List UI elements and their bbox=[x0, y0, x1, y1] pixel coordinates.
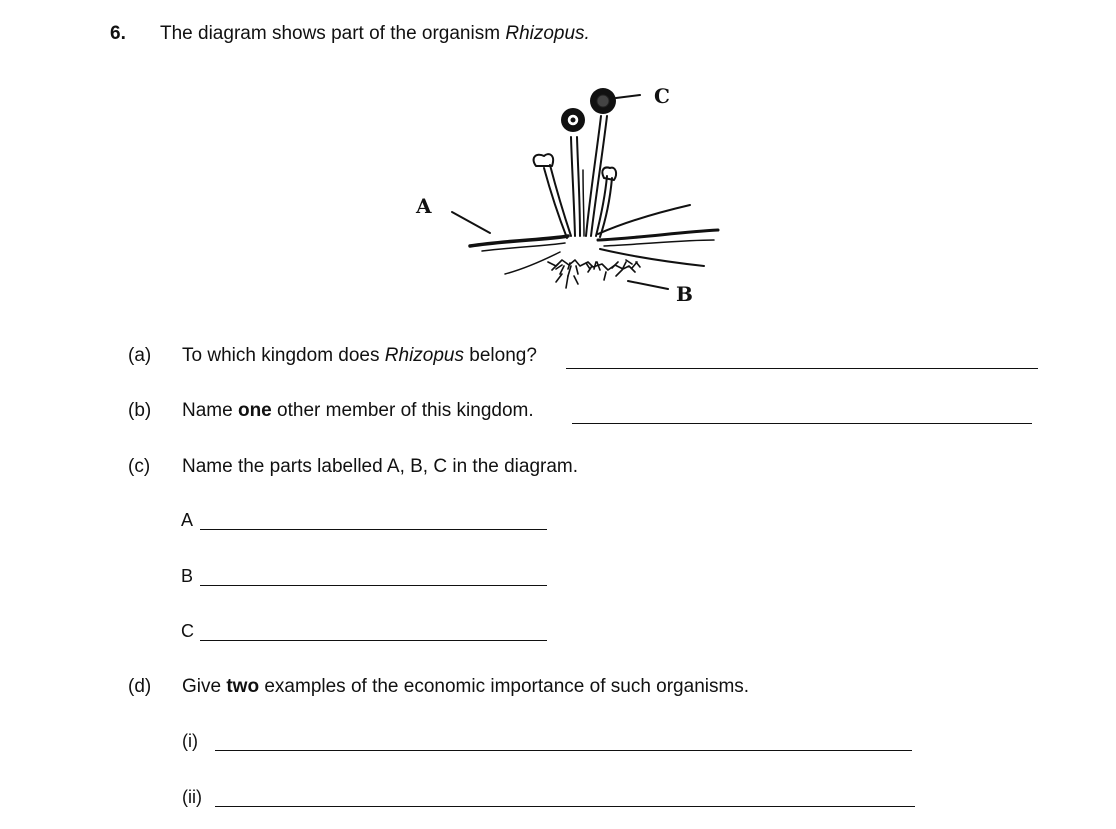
rhizoids bbox=[548, 260, 640, 288]
pointer-b bbox=[628, 281, 668, 289]
part-d-question bbox=[182, 676, 749, 698]
part-c-label-b: B bbox=[181, 566, 194, 586]
part-b-question bbox=[182, 400, 534, 422]
diagram-label-c: C bbox=[654, 84, 670, 108]
part-a-marker: (a) bbox=[128, 345, 152, 366]
pointer-c bbox=[616, 95, 640, 98]
part-c-question: Name the parts labelled A, B, C in the diagram. bbox=[182, 456, 579, 477]
part-b-text: Name bbox=[182, 400, 238, 421]
hypha-upper-right bbox=[598, 205, 690, 234]
organism-name: Rhizopus. bbox=[505, 23, 590, 44]
sporangiophore-1b bbox=[577, 137, 580, 236]
question-number: 6. bbox=[110, 23, 126, 44]
part-c-label-c: C bbox=[181, 621, 194, 641]
stolon-right bbox=[598, 230, 718, 240]
part-c-answer-line-c[interactable] bbox=[200, 640, 547, 641]
pointer-a bbox=[452, 212, 490, 233]
part-d-text: Give bbox=[182, 676, 227, 697]
part-c-marker: (c) bbox=[128, 456, 151, 477]
part-a-organism: Rhizopus bbox=[384, 345, 464, 366]
part-b-marker: (b) bbox=[128, 400, 152, 421]
part-d-marker: (d) bbox=[128, 676, 152, 697]
young-stalk-mid bbox=[583, 170, 584, 236]
part-a-text: To which kingdom does bbox=[182, 345, 385, 366]
part-d-label-ii: (ii) bbox=[182, 787, 202, 807]
part-b-emphasis: one bbox=[237, 400, 272, 421]
diagram-label-a: A bbox=[416, 194, 432, 218]
part-a-answer-line[interactable] bbox=[566, 368, 1038, 369]
part-d-text-end: examples of the economic importance of such organisms. bbox=[259, 676, 750, 697]
young-stalk-left bbox=[544, 168, 567, 238]
young-bud-right bbox=[602, 167, 616, 180]
part-c-label-a: A bbox=[181, 510, 194, 530]
part-b-answer-line[interactable] bbox=[572, 423, 1032, 424]
part-c-answer-line-b[interactable] bbox=[200, 585, 547, 586]
part-b-text-end: other member of this kingdom. bbox=[271, 400, 534, 421]
part-d-emphasis: two bbox=[226, 676, 260, 697]
sporangiophore-1 bbox=[571, 137, 575, 236]
part-d-answer-line-ii[interactable] bbox=[215, 806, 915, 807]
stolon-right-2 bbox=[604, 240, 714, 246]
part-c-answer-line-a[interactable] bbox=[200, 529, 547, 530]
part-d-label-i: (i) bbox=[182, 731, 198, 751]
part-a-text-end: belong? bbox=[464, 345, 537, 366]
sporangium-left bbox=[561, 108, 585, 132]
part-a-question bbox=[182, 345, 537, 367]
diagram-label-b: B bbox=[676, 282, 693, 306]
sporangium-right bbox=[590, 88, 616, 114]
part-d-answer-line-i[interactable] bbox=[215, 750, 912, 751]
question-intro-text: The diagram shows part of the organism bbox=[160, 23, 506, 44]
